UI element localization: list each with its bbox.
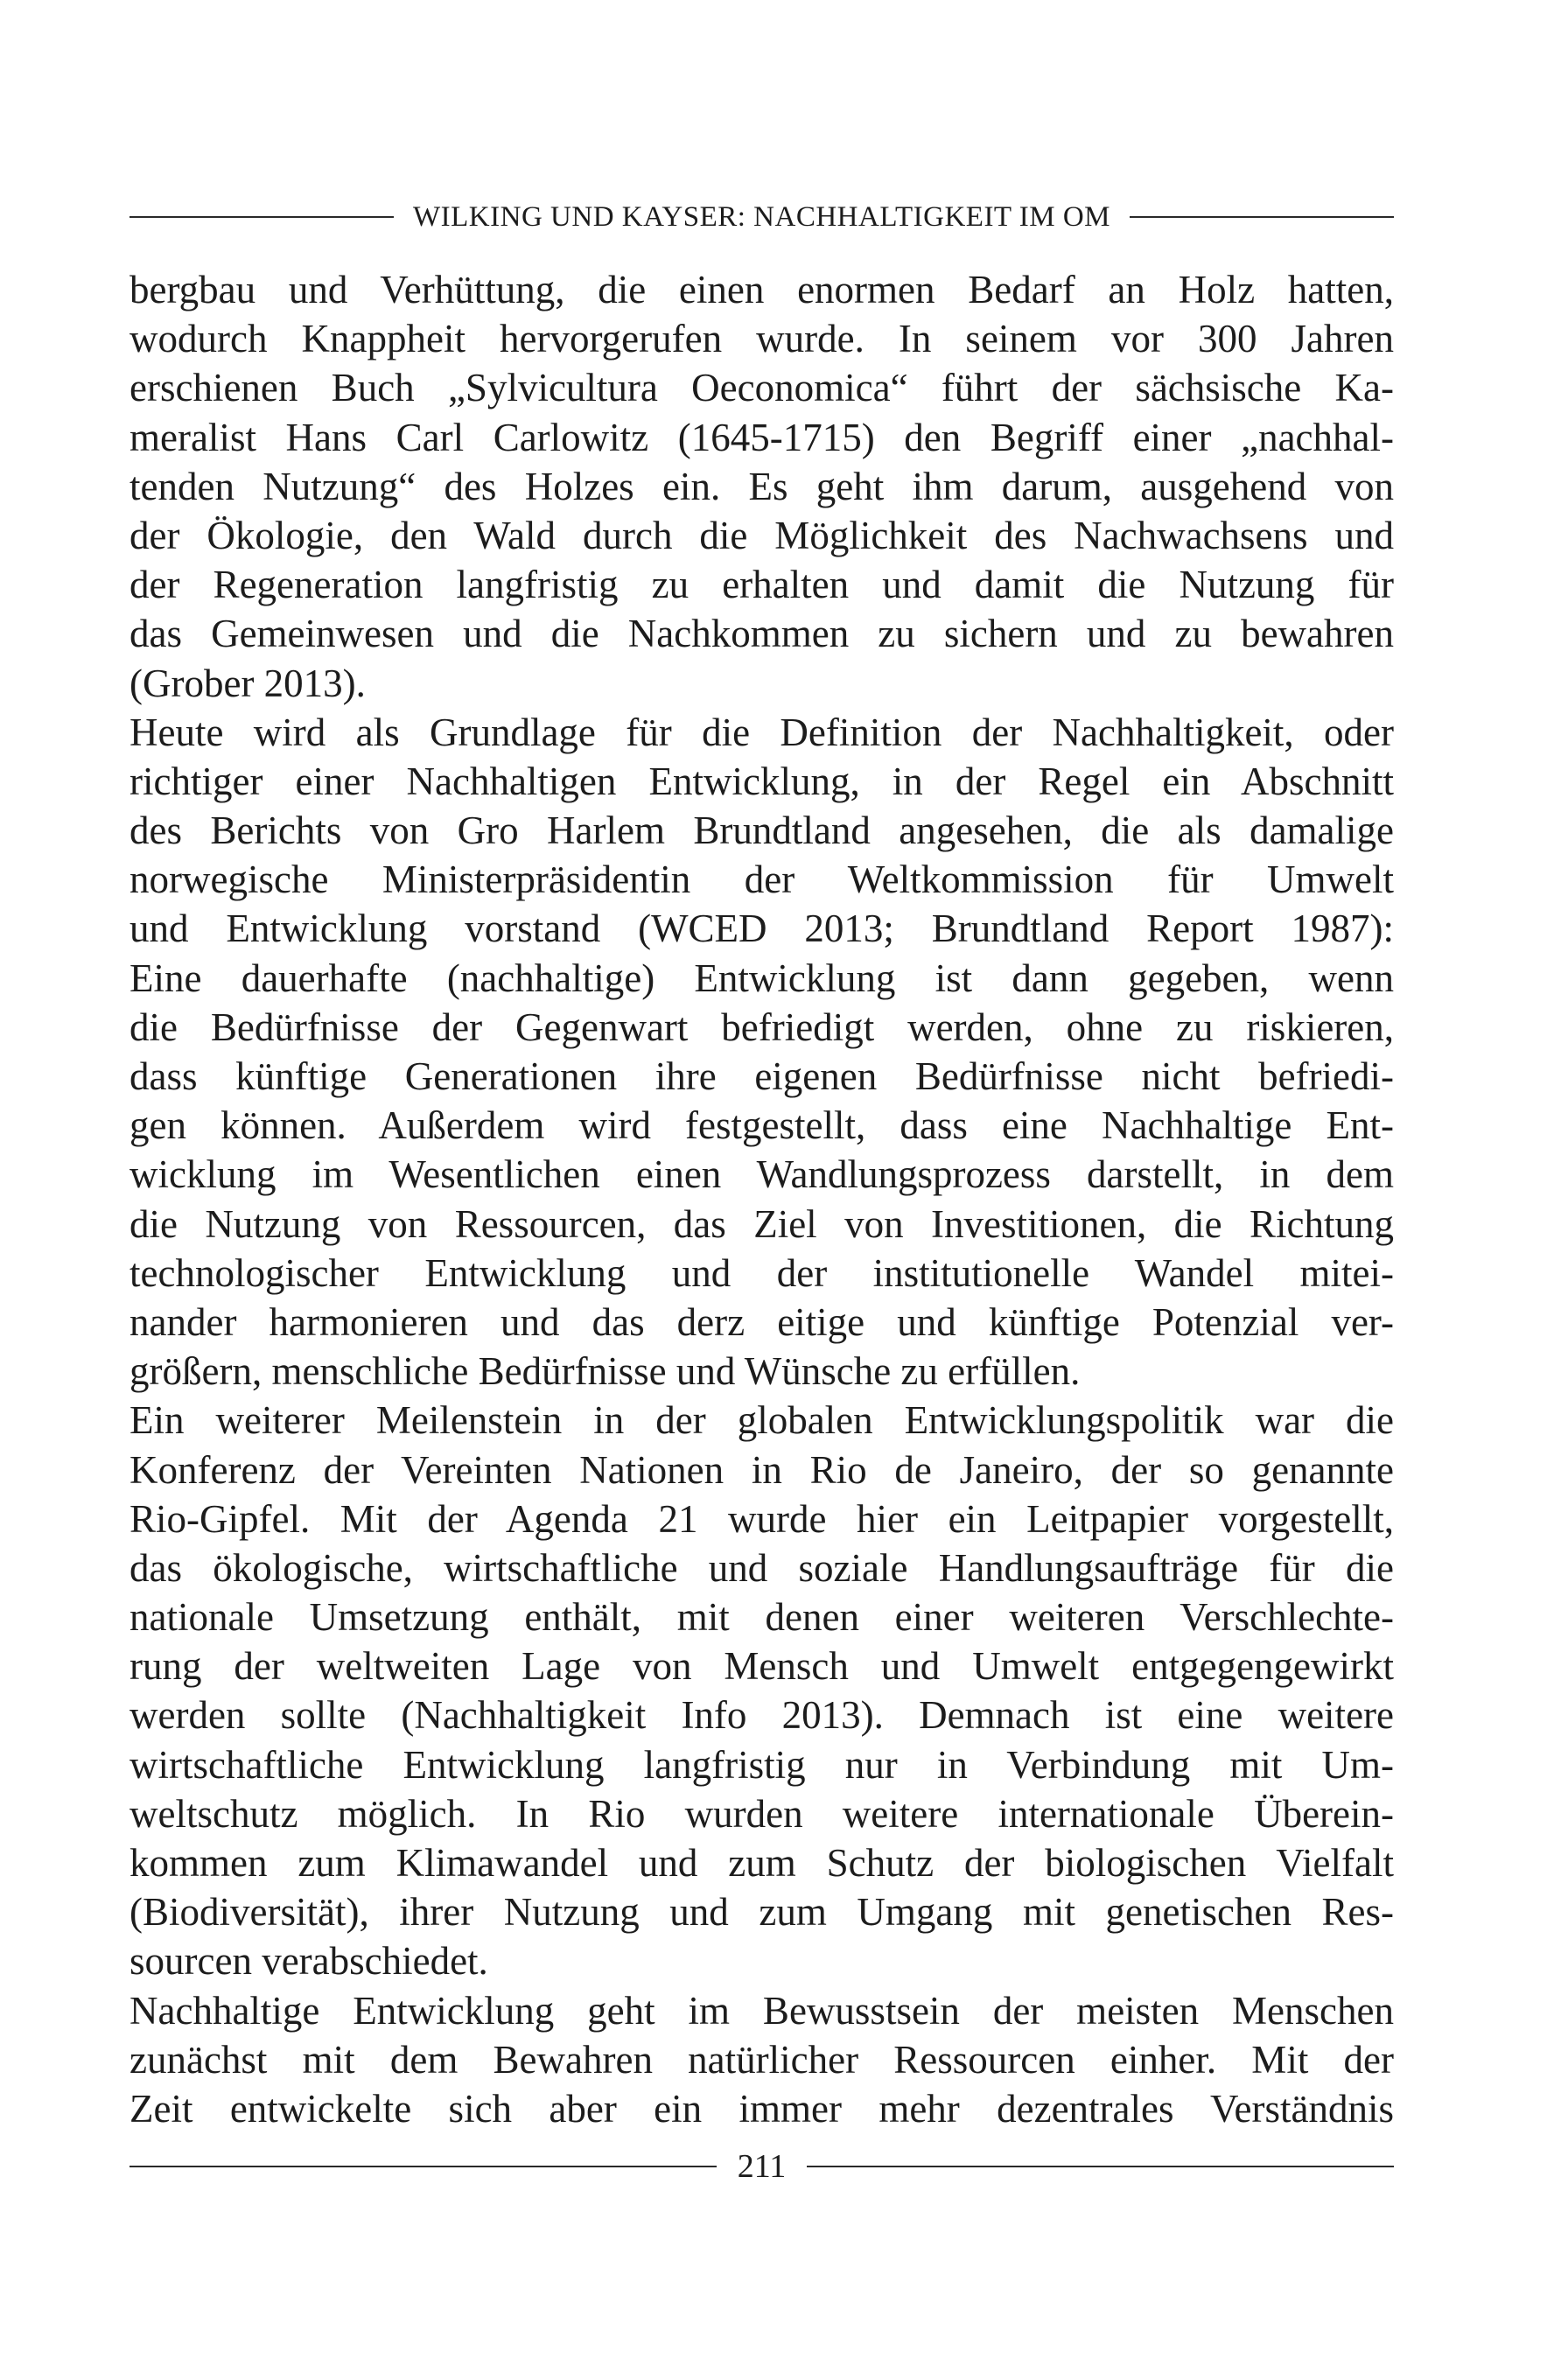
text-line: nander harmonieren und das derz eitige und künftige Potenzial ver- bbox=[130, 1299, 1394, 1344]
text-line: Heute wird als Grundlage für die Definition der Nachhaltigkeit, oder bbox=[130, 710, 1394, 754]
text-line: Rio-Gipfel. Mit der Agenda 21 wurde hier ein Leitpapier vorgestellt, bbox=[130, 1496, 1394, 1541]
header-rule-left bbox=[130, 216, 394, 218]
text-line: größern, menschliche Bedürfnisse und Wünsche zu erfüllen. bbox=[130, 1349, 1081, 1394]
running-header bbox=[130, 200, 1394, 234]
text-line: der Ökologie, den Wald durch die Möglichkeit des Nachwachsens und bbox=[130, 513, 1394, 557]
page-number: 211 bbox=[737, 2148, 787, 2185]
text-line: norwegische Ministerpräsidentin der Weltkommission für Umwelt bbox=[130, 858, 1394, 902]
footer-rule-left bbox=[130, 2166, 717, 2167]
text-line: das Gemeinwesen und die Nachkommen zu sichern und zu bewahren bbox=[130, 612, 1394, 656]
text-line: nationale Umsetzung enthält, mit denen einer weiteren Verschlechte- bbox=[130, 1595, 1394, 1640]
text-line: Zeit entwickelte sich aber ein immer mehr dezentrales Verständnis bbox=[130, 2086, 1394, 2131]
text-line: Ein weiterer Meilenstein in der globalen Entwicklungspolitik war die bbox=[130, 1398, 1394, 1443]
text-line: technologischer Entwicklung und der institutionelle Wandel mitei- bbox=[130, 1250, 1394, 1295]
text-line: wirtschaftliche Entwicklung langfristig nur in Verbindung mit Um- bbox=[130, 1742, 1394, 1787]
text-line: des Berichts von Gro Harlem Brundtland angesehen, die als damalige bbox=[130, 808, 1394, 853]
body-text bbox=[130, 265, 1394, 2133]
text-line: wodurch Knappheit hervorgerufen wurde. In seinem vor 300 Jahren bbox=[130, 317, 1394, 361]
text-line: werden sollte (Nachhaltigkeit Info 2013). Demnach ist eine weitere bbox=[130, 1693, 1394, 1738]
text-line: tenden Nutzung“ des Holzes ein. Es geht ihm darum, ausgehend von bbox=[130, 464, 1394, 508]
text-line: erschienen Buch „Sylvicultura Oeconomica“ führt der sächsische Ka- bbox=[130, 366, 1394, 410]
text-line: der Regeneration langfristig zu erhalten und damit die Nutzung für bbox=[130, 563, 1394, 607]
page-footer bbox=[130, 2146, 1394, 2188]
text-line: gen können. Außerdem wird festgestellt, dass eine Nachhaltige Ent- bbox=[130, 1103, 1394, 1148]
text-line: richtiger einer Nachhaltigen Entwicklung, in der Regel ein Abschnitt bbox=[130, 759, 1394, 803]
text-line: sourcen verabschiedet. bbox=[130, 1939, 488, 1984]
text-line: und Entwicklung vorstand (WCED 2013; Brundtland Report 1987): bbox=[130, 906, 1394, 951]
text-line: wicklung im Wesentlichen einen Wandlungsprozess darstellt, in dem bbox=[130, 1152, 1394, 1197]
text-line: meralist Hans Carl Carlowitz (1645-1715) den Begriff einer „nachhal- bbox=[130, 415, 1394, 459]
footer-rule-right bbox=[807, 2166, 1394, 2167]
text-line: das ökologische, wirtschaftliche und soziale Handlungsaufträge für die bbox=[130, 1545, 1394, 1590]
text-line: Konferenz der Vereinten Nationen in Rio de Janeiro, der so genannte bbox=[130, 1447, 1394, 1492]
text-line: dass künftige Generationen ihre eigenen Bedürfnisse nicht befriedi- bbox=[130, 1054, 1394, 1098]
text-line: kommen zum Klimawandel und zum Schutz der biologischen Vielfalt bbox=[130, 1841, 1394, 1885]
text-line: rung der weltweiten Lage von Mensch und Umwelt entgegengewirkt bbox=[130, 1644, 1394, 1689]
header-rule-right bbox=[1130, 216, 1394, 218]
text-line: weltschutz möglich. In Rio wurden weitere internationale Überein- bbox=[130, 1791, 1394, 1836]
running-title: WILKING UND KAYSER: NACHHALTIGKEIT IM OM bbox=[413, 200, 1110, 233]
text-line: die Bedürfnisse der Gegenwart befriedigt werden, ohne zu riskieren, bbox=[130, 1004, 1394, 1049]
text-line: (Grober 2013). bbox=[130, 661, 366, 705]
text-line: zunächst mit dem Bewahren natürlicher Ressourcen einher. Mit der bbox=[130, 2037, 1394, 2082]
text-line: Nachhaltige Entwicklung geht im Bewusstsein der meisten Menschen bbox=[130, 1988, 1394, 2033]
text-line: (Biodiversität), ihrer Nutzung und zum Umgang mit genetischen Res- bbox=[130, 1890, 1394, 1935]
text-line: Eine dauerhafte (nachhaltige) Entwicklung ist dann gegeben, wenn bbox=[130, 956, 1394, 1000]
text-line: die Nutzung von Ressourcen, das Ziel von Investitionen, die Richtung bbox=[130, 1201, 1394, 1246]
text-line: bergbau und Verhüttung, die einen enormen Bedarf an Holz hatten, bbox=[130, 268, 1394, 312]
